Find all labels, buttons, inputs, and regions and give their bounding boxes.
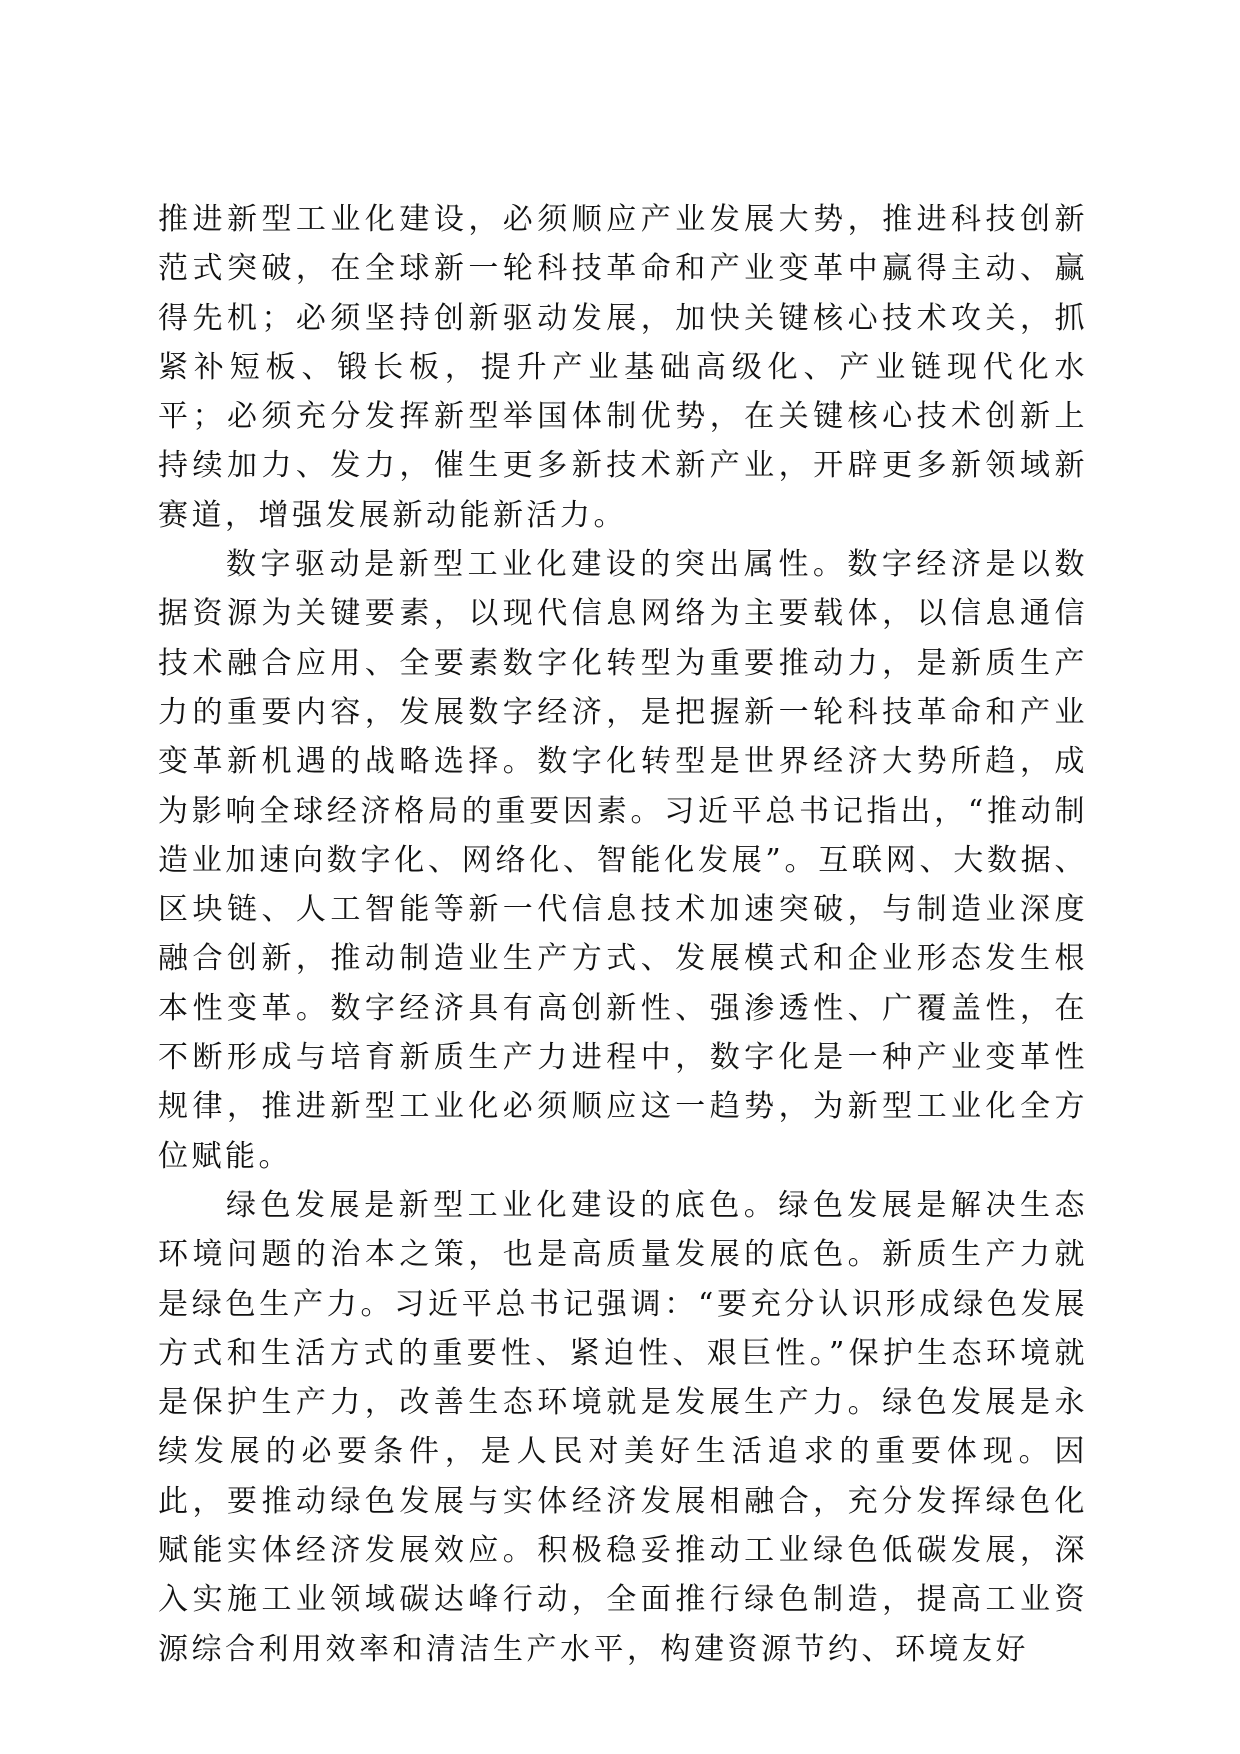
- body-text: [158, 195, 1088, 1674]
- paragraph-green-development: 绿色发展是新型工业化建设的底色。绿色发展是解决生态环境问题的治本之策，也是高质量发展的底色。新质生产力就是绿色生产力。习近平总书记强调：“要充分认识形成绿色发展方式和生活方式的重要性、紧迫性、艰巨性。”保护生态环境就是保护生产力，改善生态环境就是发展生产力。绿色发展是永续发展的必要条件，是人民对美好生活追求的重要体现。因此，要推动绿色发展与实体经济发展相融合，充分发挥绿色化赋能实体经济发展效应。积极稳妥推动工业绿色低碳发展，深入实施工业领域碳达峰行动，全面推行绿色制造，提高工业资源综合利用效率和清洁生产水平，构建资源节约、环境友好: [158, 1187, 1088, 1667]
- paragraph-digital-driven: 数字驱动是新型工业化建设的突出属性。数字经济是以数据资源为关键要素，以现代信息网络为主要载体，以信息通信技术融合应用、全要素数字化转型为重要推动力，是新质生产力的重要内容，发展数字经济，是把握新一轮科技革命和产业变革新机遇的战略选择。数字化转型是世界经济大势所趋，成为影响全球经济格局的重要因素。习近平总书记指出，“推动制造业加速向数字化、网络化、智能化发展”。互联网、大数据、区块链、人工智能等新一代信息技术加速突破，与制造业深度融合创新，推动制造业生产方式、发展模式和企业形态发生根本性变革。数字经济具有高创新性、强渗透性、广覆盖性，在不断形成与培育新质生产力进程中，数字化是一种产业变革性规律，推进新型工业化必须顺应这一趋势，为新型工业化全方位赋能。: [158, 547, 1088, 1174]
- paragraph-innovation: 推进新型工业化建设，必须顺应产业发展大势，推进科技创新范式突破，在全球新一轮科技革命和产业变革中赢得主动、赢得先机；必须坚持创新驱动发展，加快关键核心技术攻关，抓紧补短板、锻长板，提升产业基础高级化、产业链现代化水平；必须充分发挥新型举国体制优势，在关键核心技术创新上持续加力、发力，催生更多新技术新产业，开辟更多新领域新赛道，增强发展新动能新活力。: [158, 202, 1088, 533]
